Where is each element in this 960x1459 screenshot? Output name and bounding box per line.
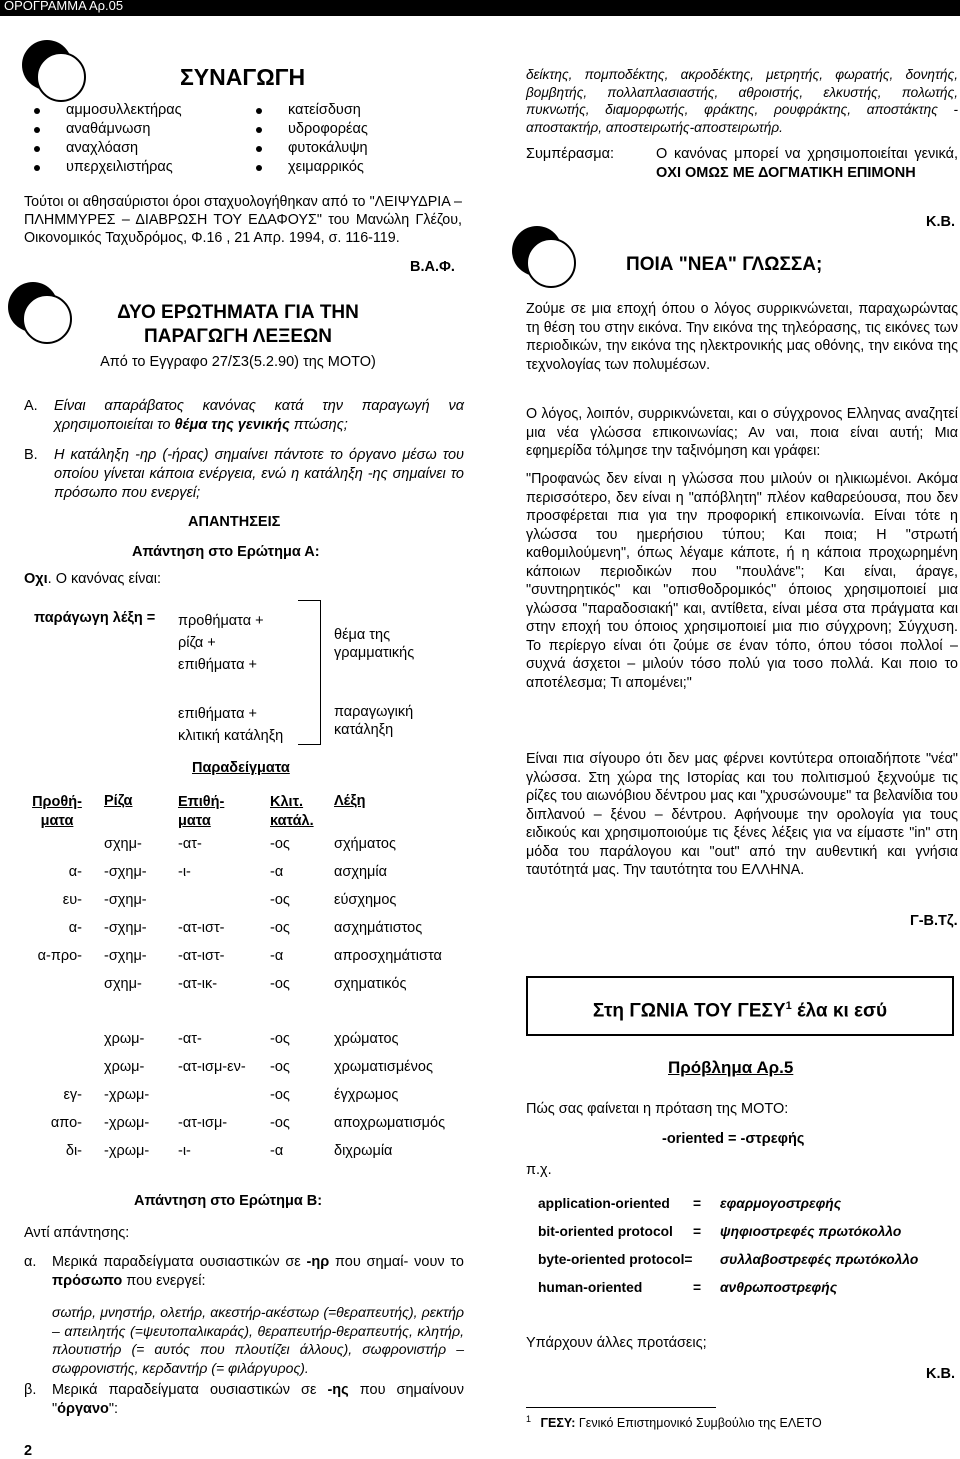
formula-top-result: θέμα της γραμματικής	[334, 627, 415, 661]
question-b: Β. Η κατάληξη -ηρ (-ήρας) σημαίνει πάντοτε το όργανο μέσω του οποίου γίνεται κάποια ενέργεια, ενώ η κατάληξη -ης σημαίνει το πρόσωπο που ενεργεί;	[24, 447, 464, 501]
table-cell: ασχημία	[334, 864, 387, 880]
paragraph-2: Ο λόγος, λοιπόν, συρρικνώνεται, και ο σύγχρονος Ελληνας αναζητεί μια νέα γλώσσα επικοινωνίας; Αν ναι, ποια είναι αυτή; Μια εφημερίδα τόλμησε την ταξινόμηση και γράφει:	[526, 406, 958, 459]
conclusion-sign: Κ.Β.	[926, 214, 955, 230]
formula-bottom-items: επιθήματα + κλιτική κατάληξη	[178, 706, 284, 744]
table-cell: -ος	[270, 920, 290, 936]
other-proposals: Υπάρχουν άλλες προτάσεις;	[526, 1335, 707, 1351]
paragraph-3: "Προφανώς δεν είναι η γλώσσα που μιλούν οι ηλικιωμένοι. Ακόμα περισσότερο, δεν είναι η "απόβλητη" πλέον καθαρεύουσα, που δεν προσφέρεται πια για την προφορική επικοινωνία. Είναι τότε η γλώσσα του ημερήσιου τύπου; Και ποια; Η "στρωτή καθομιλούμενη", όπως λέγαμε κάποτε, ή η κάποια προχωρημένη κάποιων περιοδικών που "πουλάνε"; Και είναι, άραγε, "συντηρητικός" και "οπισθοδρομικός" όποιος χρησιμοποιεί μια γλώσσα "παραδοσιακή" και, αντίθετα, είναι μέσα στα πράγματα και στην εποχή του όποιος χρησιμοποιεί μια πιο σύγχρονη; Σύγχυση. Το περίεργο είναι ότι ζούμε σε έναν τόπο, όπου τόσοι πολλοί – συχνά άσχετοι – μιλούν τόσο πολύ για τοσο πολλά. Και ποιο το αποτέλεσμα; Τι απομένει;"	[526, 471, 958, 691]
paragraph-4-sign: Γ-Β.Τζ.	[910, 913, 958, 929]
table-row	[0, 920, 960, 940]
agent-words: δείκτης, πομποδέκτης, ακροδέκτης, μετρητής, φωρατής, δονητής, βομβητής, πολλαπλασιαστής, αθροιστής, ελκυστής, πολωτής, πυκνωτής, διαμορφωτής, φράκτης, ρουφράκτης, αποστάκτης - αποστακτήρ, αποστειρωτής-αποστειρωτήρ.	[526, 67, 958, 135]
table-cell: ασχημάτιστος	[334, 920, 423, 936]
list-item: αναθάμνωση	[34, 120, 182, 139]
table-row	[0, 1143, 960, 1163]
answers-title: ΑΠΑΝΤΗΣΕΙΣ	[188, 514, 281, 530]
problem-title: Πρόβλημα Αρ.5	[668, 1058, 794, 1077]
table-cell: -ατ-ισμ-εν-	[178, 1059, 246, 1075]
questions-title: ΔΥΟ ΕΡΩΤΗΜΑΤΑ ΓΙΑ ΤΗΝ ΠΑΡΑΓΩΓΗ ΛΕΞΕΩΝ	[117, 302, 359, 347]
answer-a-title: Απάντηση στο Ερώτημα Α:	[132, 544, 320, 560]
table-cell: χρώματος	[334, 1031, 399, 1047]
table-cell: ευ-	[62, 892, 82, 908]
table-cell: -ος	[270, 1059, 290, 1075]
footnote-rule	[526, 1407, 716, 1408]
table-cell: -ι-	[178, 864, 191, 880]
table-cell: έγχρωμος	[334, 1087, 399, 1103]
table-cell: απροσχημάτιστα	[334, 948, 442, 964]
list-item: byte-oriented protocol= συλλαβοστρεφές πρωτόκολλο	[538, 1252, 919, 1267]
problem-sign: Κ.Β.	[926, 1366, 955, 1382]
col-header-suffix: Επιθή- ματα	[178, 794, 225, 829]
table-cell: δι-	[65, 1143, 82, 1159]
table-row	[0, 948, 960, 968]
table-cell: -α	[270, 864, 284, 880]
px-label: π.χ.	[526, 1162, 552, 1178]
list-item: φυτοκάλυψη	[256, 139, 368, 158]
list-item: αμμοσυλλεκτήρας	[34, 101, 182, 120]
table-cell: -ος	[270, 976, 290, 992]
new-language-title: ΠΟΙΑ "ΝΕΑ" ΓΛΩΣΣΑ;	[626, 254, 823, 275]
table-cell: σχημ-	[104, 976, 142, 992]
table-cell: α-	[68, 864, 82, 880]
table-cell: απο-	[50, 1115, 82, 1131]
synagogi-left-list	[34, 101, 182, 177]
table-row	[0, 1115, 960, 1135]
synagogi-title: ΣΥΝΑΓΩΓΗ	[180, 64, 306, 90]
list-item: υδροφορέας	[256, 120, 368, 139]
table-cell: -χρωμ-	[104, 1115, 150, 1131]
table-cell: σχημ-	[104, 836, 142, 852]
paragraph-4: Είναι πια σίγουρο ότι δεν μας φέρνει κοντύτερα οποιαδήποτε "νέα" γλώσσα. Στη χώρα της Ιστορίας και του πολιτισμού ξεχνούμε τις ρίζες του αιωνόβιου δέντρου μας και "χρυσώνουμε" τα βελανίδια του διπλανού – ξένου – δέντρου. Αφήνουμε την ορολογία για τους ειδικούς και χρησιμοποιούμε τις ξένες λέξεις για να είμαστε "in" στη μόδα του παράλογου και "out" από την αυθεντική και γνήσια ταυτότητά μας. Την ταυτότητα του ΕΛΛΗΝΑ.	[526, 751, 958, 878]
formula-bracket	[298, 600, 321, 745]
table-cell: -ατ-ικ-	[178, 976, 218, 992]
table-cell: -ατ-	[178, 1031, 202, 1047]
problem-formula: -oriented = -στρεφής	[662, 1131, 805, 1147]
table-cell: χρωματισμένος	[334, 1059, 433, 1075]
col-header-ending: Κλιτ. κατάλ.	[270, 794, 314, 829]
questions-source: Από το Εγγραφο 27/Σ3(5.2.90) της ΜΟΤΟ)	[100, 354, 376, 370]
table-cell: σχηματικός	[334, 976, 407, 992]
list-item: αναχλόαση	[34, 139, 182, 158]
table-cell: -χρωμ-	[104, 1143, 150, 1159]
list-item: human-oriented = ανθρωποστρεφής	[538, 1280, 838, 1295]
footnote: $^1$ ΓΕΣΥ: Γενικό Επιστημονικό Συμβούλιο της ΕΛΕΤΟ	[526, 1414, 822, 1431]
table-cell: -α	[270, 1143, 284, 1159]
answer-b-examples: σωτήρ, μνηστήρ, ολετήρ, ακεστήρ-ακέστωρ (=θεραπευτής), ρεκτήρ – απειλητής (=ψευτοπαλικαράς), θεραπευτήρ-θεραπευτής, κλητήρ, πλουτιστήρ (= αυτός που πλουτίζει άλλους), σωφρονιστήρ – σωφρονιστής, κερδαντήρ (= φιλάργυρος).	[52, 1304, 464, 1376]
table-cell: -σχημ-	[104, 920, 147, 936]
table-cell: -ατ-	[178, 836, 202, 852]
table-cell: χρωμ-	[104, 1059, 145, 1075]
list-item: χειμαρρικός	[256, 158, 368, 177]
question-a: Α. Είναι απαράβατος κανόνας κατά την παραγωγή να χρησιμοποιείται το θέμα της γενικής πτώσης;	[24, 398, 464, 433]
table-cell: χρωμ-	[104, 1031, 145, 1047]
answer-b-counter: Αντί απάντησης:	[24, 1225, 130, 1241]
table-cell: -ος	[270, 1115, 290, 1131]
table-row	[0, 1059, 960, 1079]
table-cell: -ατ-ιστ-	[178, 920, 225, 936]
header-text: ΟΡΟΓΡΑΜΜΑ Αρ.05	[4, 0, 124, 13]
problem-question: Πώς σας φαίνεται η πρόταση της ΜΟΤΟ:	[526, 1101, 789, 1117]
answer-b-item-b: β. Μερικά παραδείγματα ουσιαστικών σε -ης που σημαίνουν "όργανο":	[24, 1382, 464, 1417]
table-row	[0, 892, 960, 912]
answer-b-item-a: α. Μερικά παραδείγματα ουσιαστικών σε -ηρ που σημαί- νουν το πρόσωπο που ενεργεί:	[24, 1254, 464, 1289]
list-item: bit-oriented protocol = ψηφιοστρεφές πρωτόκολλο	[538, 1224, 902, 1239]
table-cell: -α	[270, 948, 284, 964]
table-cell: α-	[68, 920, 82, 936]
table-cell: -ος	[270, 1087, 290, 1103]
table-cell: -σχημ-	[104, 948, 147, 964]
gesy-box: Στη ΓΩΝΙΑ ΤΟΥ ΓΕΣΥ$^1$ έλα κι εσύ	[526, 976, 954, 1036]
header-bar	[0, 0, 960, 16]
table-cell: -ατ-ισμ-	[178, 1115, 228, 1131]
table-cell: -σχημ-	[104, 864, 147, 880]
table-cell: -ος	[270, 836, 290, 852]
table-cell: -χρωμ-	[104, 1087, 150, 1103]
synagogi-text: Τούτοι οι αθησαύριστοι όροι σταχυολογήθηκαν από το "ΛΕΙΨΥΔΡΙΑ – ΠΛΗΜΜΥΡΕΣ – ΔΙΑΒΡΩΣΗ ΤΟΥ ΕΔΑΦΟΥΣ" του Μανώλη Γλέζου, Οικονομικός Ταχυδρόμος, Φ.16 , 21 Απρ. 1994, σ. 116-119.	[24, 194, 462, 246]
table-cell: -ος	[270, 1031, 290, 1047]
table-cell: -ι-	[178, 1143, 191, 1159]
table-cell: -ατ-ιστ-	[178, 948, 225, 964]
col-header-root: Ρίζα	[104, 793, 133, 809]
list-item: application-oriented = εφαρμογοστρεφής	[538, 1196, 842, 1211]
col-header-word: Λέξη	[334, 793, 366, 809]
table-cell: -ος	[270, 892, 290, 908]
table-cell: εύσχημος	[334, 892, 397, 908]
list-item: κατείσδυση	[256, 101, 368, 120]
conclusion: Συμπέρασμα: Ο κανόνας μπορεί να χρησιμοποιείται γενικά, ΟΧΙ ΟΜΩΣ ΜΕ ΔΟΓΜΑΤΙΚΗ ΕΠΙΜΟΝΗ	[526, 146, 958, 181]
table-cell: σχήματος	[334, 836, 396, 852]
table-cell: αποχρωματισμός	[334, 1115, 446, 1131]
list-item: υπερχειλιστήρας	[34, 158, 182, 177]
examples-title: Παραδείγματα	[192, 760, 290, 776]
table-cell: διχρωμία	[334, 1143, 393, 1159]
table-row	[0, 1087, 960, 1107]
col-header-prefix: Προθή- ματα	[32, 794, 82, 829]
answer-b-title: Απάντηση στο Ερώτημα Β:	[134, 1193, 323, 1209]
oriented-examples	[538, 1190, 919, 1302]
formula-bottom-result: παραγωγική κατάληξη	[334, 704, 414, 738]
page-number: 2	[24, 1443, 33, 1459]
synagogi-right-list	[256, 101, 368, 177]
table-cell: εγ-	[63, 1087, 82, 1103]
answer-a-text: Οχι. Ο κανόνας είναι:	[24, 571, 162, 587]
paragraph-1: Ζούμε σε μια εποχή όπου ο λόγος συρρικνώνεται, παραχωρώντας τη θέση του στην εικόνα. Την εικόνα της τηλεόρασης, τις εικόνες των περιοδικών, την εικόνα της ηλεκτρονικής μας οθόνης, την εικόνα της τεχνολογίας των πολυμέσων.	[526, 301, 958, 373]
synagogi-sign: Β.Α.Φ.	[410, 259, 455, 275]
formula-top-items: προθήματα + ρίζα + επιθήματα +	[178, 613, 264, 673]
table-cell: -σχημ-	[104, 892, 147, 908]
formula-lhs: παράγωγη λέξη =	[34, 610, 156, 626]
table-cell: α-προ-	[37, 948, 82, 964]
